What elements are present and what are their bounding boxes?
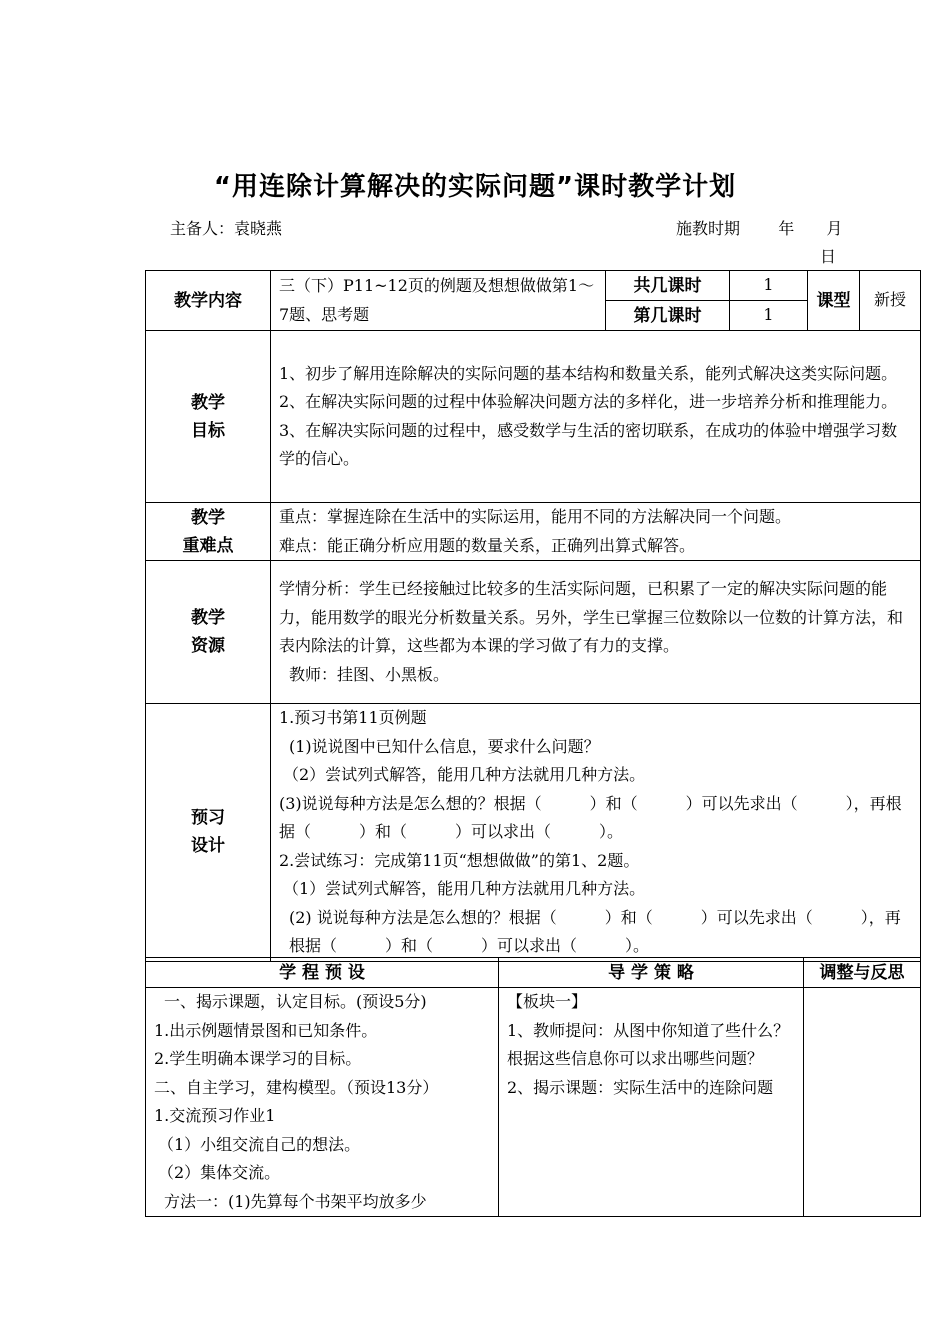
process-line: 1.交流预习作业1	[154, 1106, 276, 1125]
content-text: 三（下）P11~12页的例题及想想做做第1～7题、思考题	[271, 271, 606, 331]
student-analysis: 学情分析：学生已经接触过比较多的生活实际问题，已积累了一定的解决实际问题的能力，能用数学的眼光分析数量关系。另外，学生已掌握三位数除以一位数的计算方法，和表内除法的计算，这些都为本课的学习做了有力的支撑。	[279, 579, 904, 655]
difficult-point: 难点：能正确分析应用题的数量关系，正确列出算式解答。	[279, 535, 696, 555]
goals-label	[146, 331, 271, 503]
preview-label-2: 设计	[191, 836, 225, 857]
resources-label	[146, 561, 271, 704]
key-point: 重点：掌握连除在生活中的实际运用，能用不同的方法解决同一个问题。	[279, 507, 792, 526]
header-learning-process: 学 程 预 设	[146, 958, 499, 988]
period-year: 年	[778, 219, 795, 238]
keys-label-2: 重难点	[182, 535, 234, 556]
document-title: “用连除计算解决的实际问题”课时教学计划	[213, 172, 737, 202]
process-line: 方法一：(1)先算每个书架平均放多少	[164, 1191, 427, 1211]
keys-label-1: 教学	[191, 507, 225, 528]
process-line: 1.出示例题情景图和已知条件。	[154, 1020, 378, 1040]
goals-content	[271, 331, 921, 503]
resources-label-1: 教学	[191, 608, 225, 628]
preparer: 主备人：袁晓燕	[170, 219, 283, 238]
preview-line: （1）尝试列式解答，能用几种方法就用几种方法。	[283, 879, 646, 898]
process-line: 一、揭示课题，认定目标。(预设5分)	[164, 992, 427, 1011]
learning-process-cell	[146, 988, 499, 1217]
goal-item: 1、初步了解用连除解决的实际问题的基本结构和数量关系，能列式解决这类实际问题。	[279, 363, 898, 383]
goals-label-2: 目标	[191, 420, 225, 441]
preview-line: 1.预习书第11页例题	[279, 708, 427, 727]
lesson-info-table	[145, 270, 921, 962]
process-line: 2.学生明确本课学习的目标。	[154, 1049, 362, 1068]
header-guiding-strategy: 导 学 策 略	[499, 958, 804, 988]
goal-item: 3、在解决实际问题的过程中，感受数学与生活的密切联系，在成功的体验中增强学习数学的信心。	[279, 420, 898, 468]
process-line: （1）小组交流自己的想法。	[158, 1134, 361, 1154]
learning-plan-table	[145, 957, 921, 1217]
strategy-line: 【板块一】	[507, 992, 588, 1011]
strategy-line: 1、教师提问：从图中你知道了些什么？根据这些信息你可以求出哪些问题？	[507, 1020, 790, 1068]
nth-lesson-label: 第几课时	[606, 301, 730, 331]
teaching-period	[676, 216, 842, 239]
preview-line: （2）尝试列式解答，能用几种方法就用几种方法。	[283, 765, 646, 784]
keys-label	[146, 503, 271, 561]
header-adjust-reflect: 调整与反思	[804, 958, 921, 988]
preview-line: (1)说说图中已知什么信息，要求什么问题？	[289, 736, 600, 756]
preview-line: 2.尝试练习：完成第11页“想想做做”的第1、2题。	[279, 850, 640, 870]
period-month: 月	[826, 219, 843, 238]
preview-label-1: 预习	[191, 808, 225, 829]
preview-line: (3)说说每种方法是怎么想的？根据（ ）和（ ）可以先求出（ ），再根据（ ）和（ ）可以求出（ ）。	[279, 793, 902, 841]
adjust-reflect-cell	[804, 988, 921, 1217]
resources-content	[271, 561, 921, 704]
teacher-resources: 教师：挂图、小黑板。	[289, 664, 450, 684]
goals-label-1: 教学	[191, 392, 225, 413]
process-line: 二、自主学习，建构模型。（预设13分）	[154, 1077, 439, 1097]
total-lessons-value: 1	[730, 271, 808, 301]
lesson-type-label: 课型	[808, 271, 860, 331]
resources-label-2: 资源	[191, 636, 225, 656]
process-line: （2）集体交流。	[158, 1163, 281, 1182]
preview-label	[146, 704, 271, 962]
lesson-type-value: 新授	[860, 271, 921, 331]
strategy-line: 2、揭示课题：实际生活中的连除问题	[507, 1077, 774, 1097]
total-lessons-label: 共几课时	[606, 271, 730, 301]
preview-line: (2) 说说每种方法是怎么想的？根据（ ）和（ ）可以先求出（ ），再根据（ ）和（ ）可以求出（ ）。	[289, 907, 901, 955]
keys-content	[271, 503, 921, 561]
period-label: 施教时期	[676, 219, 741, 238]
content-label: 教学内容	[146, 271, 271, 331]
preview-content	[271, 704, 921, 962]
period-day: 日	[820, 247, 837, 266]
nth-lesson-value: 1	[730, 301, 808, 331]
goal-item: 2、在解决实际问题的过程中体验解决问题方法的多样化，进一步培养分析和推理能力。	[279, 392, 898, 411]
guiding-strategy-cell	[499, 988, 804, 1217]
